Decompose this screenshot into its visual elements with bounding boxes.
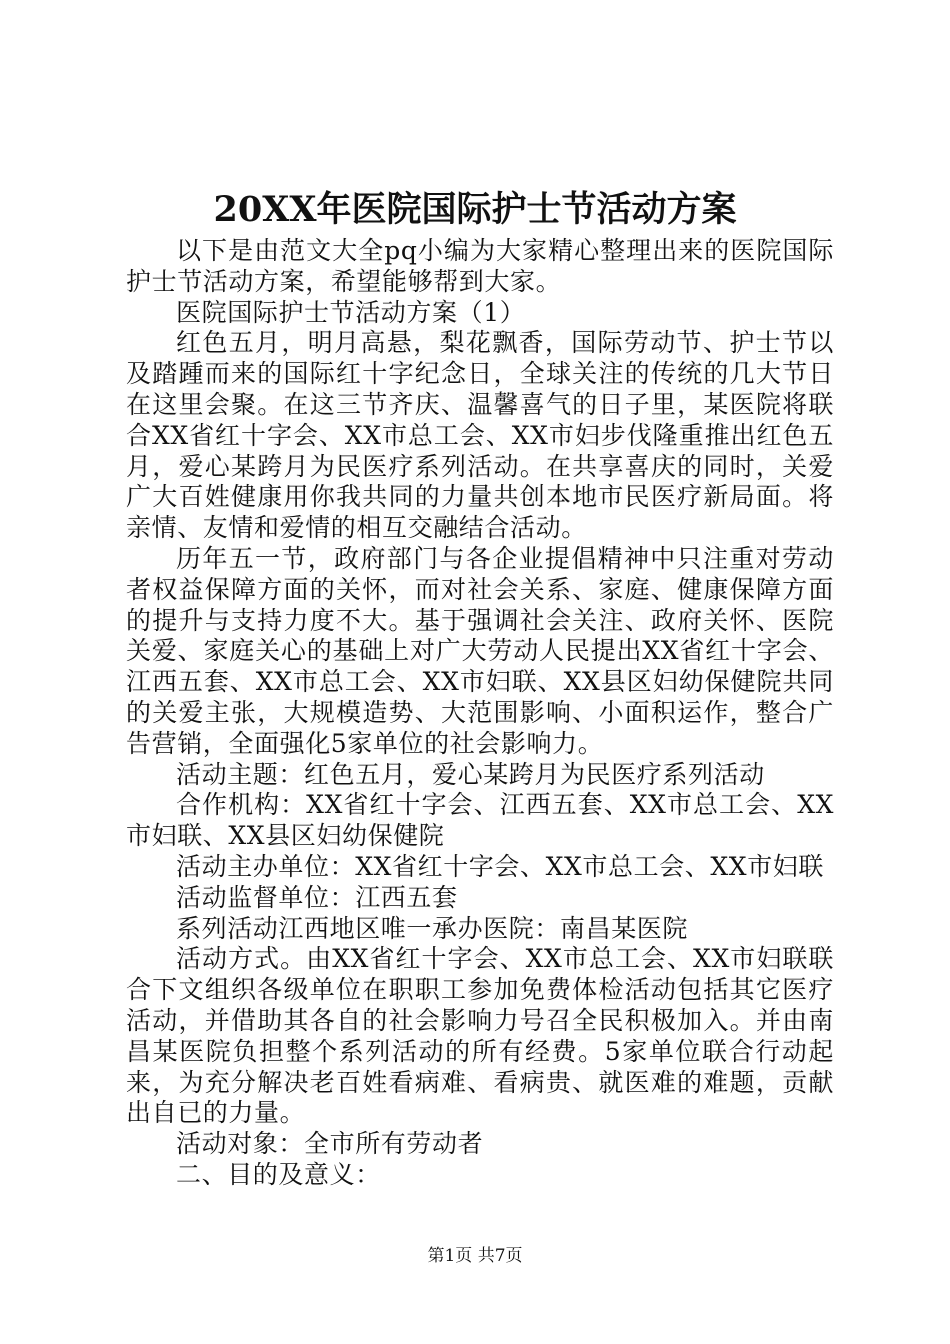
paragraph-purpose-heading: 二、目的及意义： bbox=[176, 1159, 381, 1189]
paragraph-host-hospital: 系列活动江西地区唯一承办医院：南昌某医院 bbox=[176, 913, 689, 943]
paragraph-activity-method: 活动方式。由XX省红十字会、XX市总工会、XX市妇联联合下文组织各级单位在职职工参加免费体检活动包括其它医疗活动，并借助其各自的社会影响力号召全民积极加入。并由南昌某医院负担整个系列活动的所有经费。5家单位联合行动起来，为充分解决老百姓看病难、看病贵、就医难的难题，贡献出自已的力量。 bbox=[126, 944, 834, 1128]
paragraph-supervisor: 活动监督单位：江西五套 bbox=[176, 882, 458, 912]
paragraph-may-day: 历年五一节，政府部门与各企业提倡精神中只注重对劳动者权益保障方面的关怀，而对社会关系、家庭、健康保障方面的提升与支持力度不大。基于强调社会关注、政府关怀、医院关爱、家庭关心的基础上对广大劳动人民提出XX省红十字会、江西五套、XX市总工会、XX市妇联、XX县区妇幼保健院共同的关爱主张，大规模造势、大范围影响、小面积运作，整合广告营销，全面强化5家单位的社会影响力。 bbox=[126, 543, 834, 758]
paragraph-red-may: 红色五月，明月高悬，梨花飘香，国际劳动节、护士节以及踏踵而来的国际红十字纪念日，全球关注的传统的几大节日在这里会聚。在这三节齐庆、温馨喜气的日子里，某医院将联合XX省红十字会、XX市总工会、XX市妇步伐隆重推出红色五月，爱心某跨月为民医疗系列活动。在共享喜庆的同时，关爱广大百姓健康用你我共同的力量共创本地市民医疗新局面。将亲情、友情和爱情的相互交融结合活动。 bbox=[126, 328, 834, 543]
paragraph-activity-theme: 活动主题：红色五月，爱心某跨月为民医疗系列活动 bbox=[176, 759, 765, 789]
paragraph-section-heading: 医院国际护士节活动方案（1） bbox=[176, 297, 526, 327]
paragraph-intro: 以下是由范文大全pq小编为大家精心整理出来的医院国际护士节活动方案，希望能够帮到大家。 bbox=[126, 236, 834, 296]
page-footer: 第1页 共7页 bbox=[427, 1246, 523, 1266]
document-title: 20XX年医院国际护士节活动方案 bbox=[213, 189, 737, 230]
paragraph-target-audience: 活动对象：全市所有劳动者 bbox=[176, 1129, 484, 1159]
paragraph-partners: 合作机构：XX省红十字会、江西五套、XX市总工会、XX市妇联、XX县区妇幼保健院 bbox=[126, 790, 834, 851]
document-body bbox=[126, 236, 834, 1191]
paragraph-organizers: 活动主办单位：XX省红十字会、XX市总工会、XX市妇联 bbox=[176, 851, 824, 881]
